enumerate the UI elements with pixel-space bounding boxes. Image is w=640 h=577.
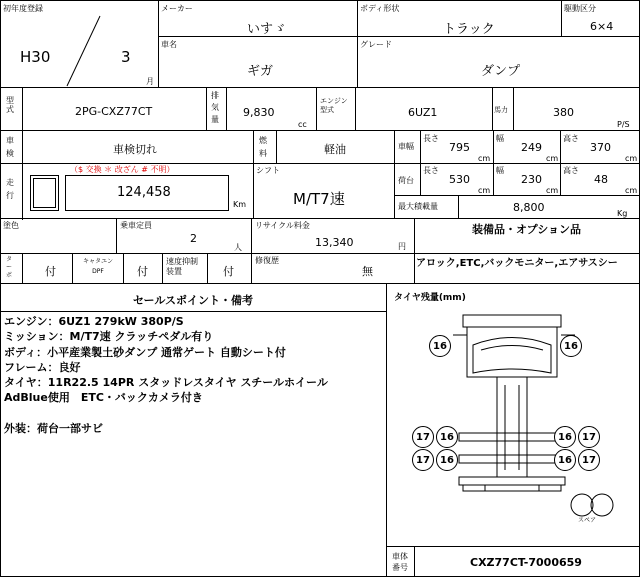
kg-unit: Kg: [617, 209, 628, 218]
deck-label: 荷台: [398, 176, 414, 185]
mileage-note: （$ 交換 ＊ 改ざん # 不明）: [70, 165, 175, 174]
grade-value: ダンプ: [481, 64, 521, 79]
tire-rear2-right-inner: 16: [554, 449, 576, 471]
sales-line: [4, 406, 328, 421]
fuel-label: 燃料: [259, 136, 267, 158]
mileage-label: 走行: [6, 178, 14, 200]
model-label: 型式: [6, 96, 14, 114]
cabin-width-unit: cm: [546, 154, 559, 163]
tire-rear1-left-inner: 16: [436, 426, 458, 448]
mileage-mark-box: [30, 175, 59, 211]
tire-front-left: 16: [429, 335, 451, 357]
sales-line: AdBlue使用 ETC・バックカメラ付き: [4, 391, 203, 405]
month-unit: 月: [146, 77, 154, 86]
deck-width-label: 幅: [496, 166, 504, 175]
cabin-length-value: 795: [449, 141, 470, 154]
deck-width-unit: cm: [546, 186, 559, 195]
inspection-label: 車検: [6, 136, 14, 158]
reg-month: 3: [121, 48, 131, 66]
tire-rear2-left-inner: 16: [436, 449, 458, 471]
first-reg-label: 初年度登録: [3, 4, 43, 13]
displacement-label: 排気量: [211, 91, 219, 124]
shift-value: M/T7速: [293, 190, 345, 208]
tire-rear2-left-outer: 17: [412, 449, 434, 471]
power-label: 馬力: [494, 106, 508, 114]
reg-year: H30: [20, 48, 51, 66]
chassis-number: CXZ77CT-7000659: [470, 556, 582, 569]
load-value: 8,800: [513, 201, 545, 214]
tire-rear1-right-outer: 17: [578, 426, 600, 448]
cabin-width-label: 幅: [496, 134, 504, 143]
sales-line: 外装：荷台一部サビ: [4, 421, 103, 435]
chassis-label: 車体番号: [392, 552, 408, 572]
cabin-height-unit: cm: [625, 154, 638, 163]
mileage-value: 124,458: [117, 185, 171, 200]
yen-unit: 円: [398, 242, 406, 251]
spare-label: スペア: [578, 517, 597, 524]
tire-front-right: 16: [560, 335, 582, 357]
tire-rear2-right-outer: 17: [578, 449, 600, 471]
turbo-label: ターボ: [6, 256, 13, 279]
repair-value: 無: [362, 265, 373, 278]
sales-notes: [4, 314, 328, 436]
sales-line: ミッション：M/T7速 クラッチペダル有り: [4, 330, 214, 344]
cabin-height-value: 370: [590, 141, 611, 154]
sales-line: タイヤ：11R22.5 14PR スタッドレスタイヤ スチールホイール: [4, 376, 328, 390]
deck-height-label: 高さ: [563, 166, 579, 175]
cabin-label: 車幅: [398, 142, 414, 151]
tire-rear1-left-outer: 17: [412, 426, 434, 448]
equipment-title: 装備品・オプション品: [472, 223, 582, 236]
cabin-height-label: 高さ: [563, 134, 579, 143]
sales-line: エンジン：6UZ1 279kW 380P/S: [4, 315, 184, 328]
km-unit: Km: [233, 200, 247, 209]
drive-value: 6×4: [590, 20, 614, 33]
model-value: 2PG-CXZ77CT: [75, 105, 153, 118]
capacity-label: 乗車定員: [120, 221, 152, 230]
name-value: ギガ: [247, 64, 274, 79]
speed-limiter-value: 付: [223, 265, 234, 278]
color-label: 塗色: [3, 221, 19, 230]
truck-diagram: [387, 305, 640, 545]
maker-value: いすゞ: [247, 22, 287, 37]
tire-title: タイヤ残量(mm): [394, 293, 466, 303]
recycle-label: リサイクル料金: [255, 221, 310, 230]
capacity-value: 2: [190, 232, 197, 245]
displacement-value: 9,830: [243, 106, 275, 119]
fuel-value: 軽油: [324, 143, 346, 156]
date-divider: [55, 14, 115, 88]
repair-label: 修復歴: [255, 256, 279, 265]
load-label: 最大積載量: [398, 202, 438, 211]
tire-rear1-right-inner: 16: [554, 426, 576, 448]
grade-label: グレード: [360, 40, 392, 49]
sales-line: フレーム：良好: [4, 360, 81, 374]
person-unit: 人: [234, 243, 242, 252]
recycle-value: 13,340: [315, 236, 354, 249]
drive-label: 駆動区分: [564, 4, 596, 13]
turbo-value: 付: [45, 265, 56, 278]
deck-length-label: 長さ: [423, 166, 439, 175]
shift-label: シフト: [256, 166, 280, 175]
name-label: 車名: [161, 40, 177, 49]
deck-height-value: 48: [594, 173, 608, 186]
power-value: 380: [553, 106, 574, 119]
engine-value: 6UZ1: [408, 106, 438, 119]
speed-limiter-label: 速度抑制装置: [166, 257, 198, 276]
cabin-length-label: 長さ: [423, 134, 439, 143]
catalyst-value: 付: [137, 265, 148, 278]
maker-label: メーカー: [161, 4, 193, 13]
deck-length-unit: cm: [478, 186, 491, 195]
sales-title: セールスポイント・備考: [133, 294, 254, 307]
cc-unit: cc: [298, 120, 307, 129]
deck-height-unit: cm: [625, 186, 638, 195]
inspection-value: 車検切れ: [113, 143, 157, 156]
sales-line: ボディ：小平産業製土砂ダンプ 通常ゲート 自動シート付: [4, 345, 286, 359]
equipment-list: アロック,ETC,バックモニター,エアサスシー: [416, 258, 618, 269]
cabin-length-unit: cm: [478, 154, 491, 163]
catalyst-label: キャタユン DPF: [82, 258, 113, 275]
body-value: トラック: [443, 22, 495, 37]
deck-width-value: 230: [521, 173, 542, 186]
body-label: ボディ形状: [360, 4, 400, 13]
cabin-width-value: 249: [521, 141, 542, 154]
engine-label: エンジン型式: [320, 97, 348, 114]
ps-unit: P/S: [617, 120, 630, 129]
deck-length-value: 530: [449, 173, 470, 186]
